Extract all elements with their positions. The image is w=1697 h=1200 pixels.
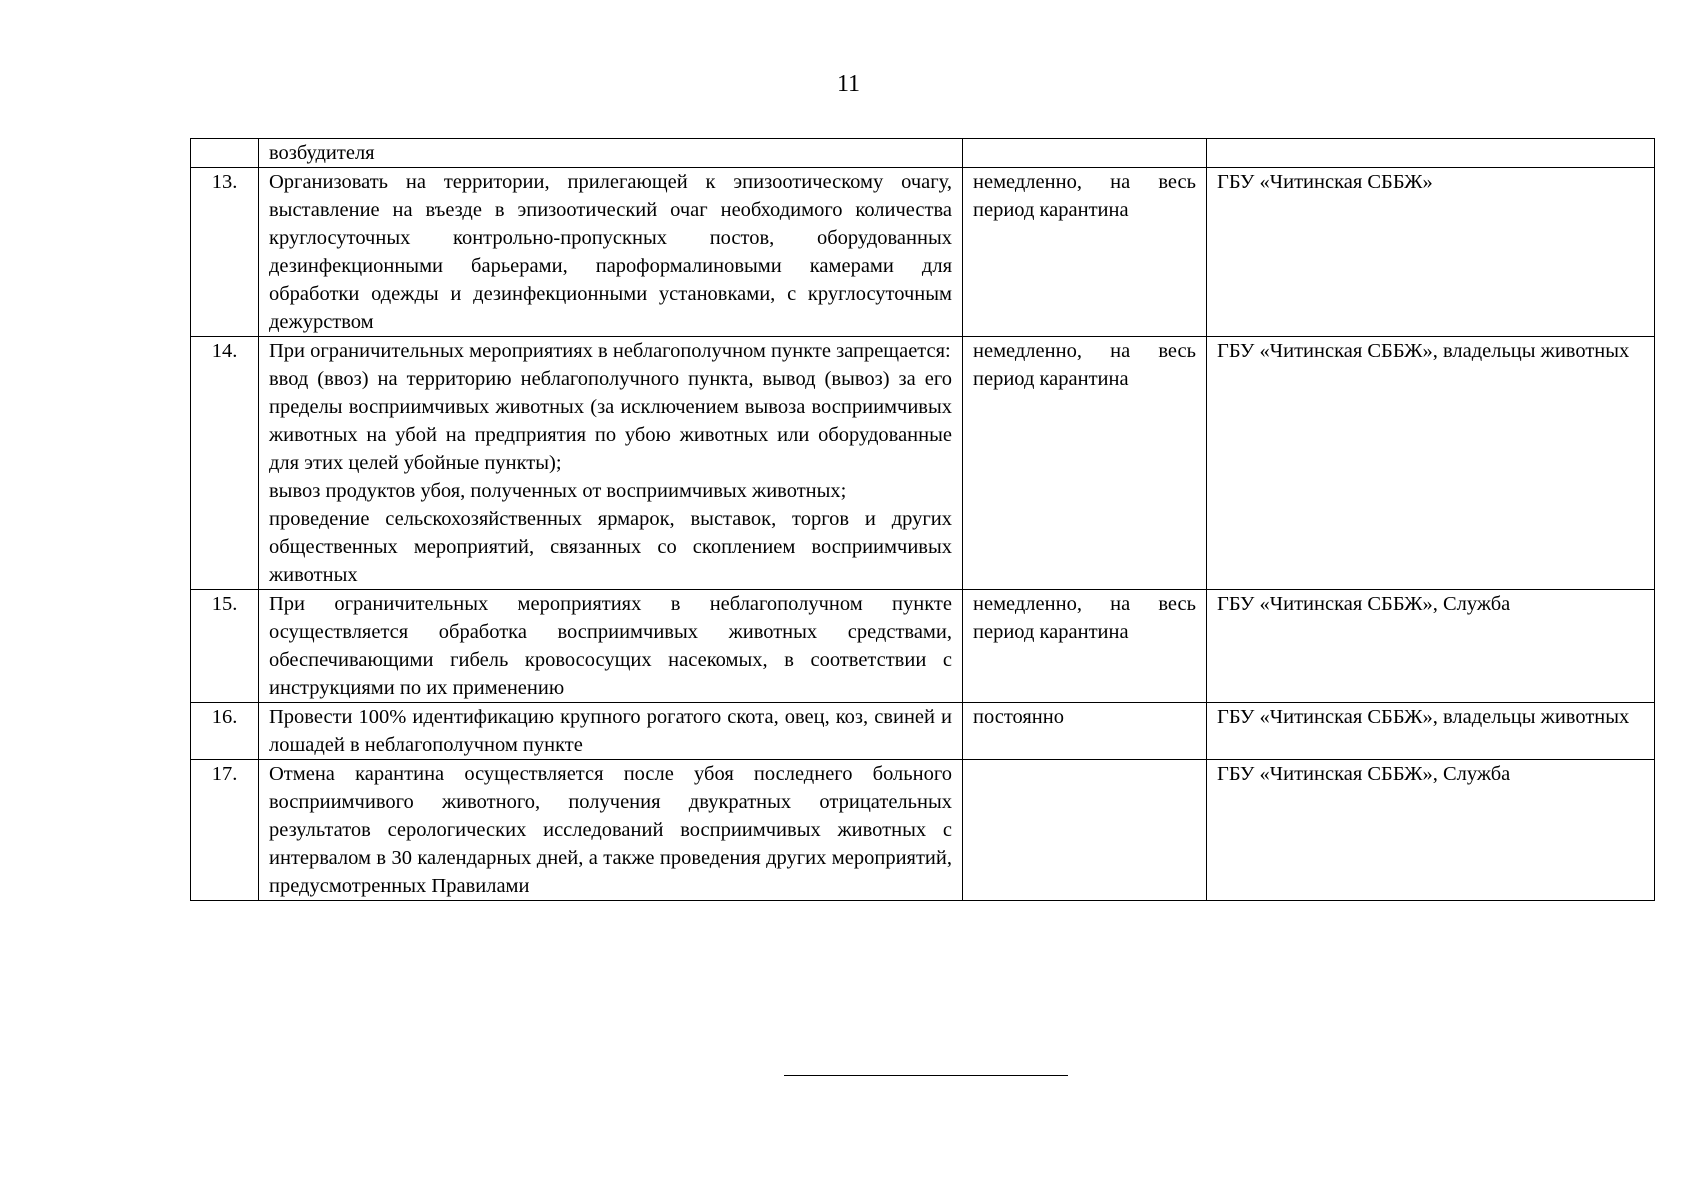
description-paragraph: При ограничительных мероприятиях в неблагополучном пункте запрещается: [269, 340, 951, 362]
measure-responsible: ГБУ «Читинская СББЖ», владельцы животных [1207, 337, 1655, 590]
measures-table [190, 138, 1655, 901]
measure-description [259, 337, 963, 590]
measure-term: постоянно [963, 703, 1207, 760]
end-of-document-line [784, 1075, 1068, 1076]
table-row [191, 139, 1655, 168]
measure-description [259, 168, 963, 337]
table-row [191, 760, 1655, 901]
measure-responsible: ГБУ «Читинская СББЖ», Служба [1207, 760, 1655, 901]
row-number: 14. [191, 337, 259, 590]
measure-responsible: ГБУ «Читинская СББЖ», владельцы животных [1207, 703, 1655, 760]
measure-term [963, 760, 1207, 901]
description-paragraph: При ограничительных мероприятиях в неблагополучном пункте осуществляется обработка восприимчивых животных средствами, обеспечивающими гибель кровососущих насекомых, в соответствии с инструкциями по их применению [269, 593, 952, 699]
page-number: 11 [836, 71, 861, 97]
row-number: 16. [191, 703, 259, 760]
measure-description [259, 760, 963, 901]
measure-responsible [1207, 139, 1655, 168]
row-number [191, 139, 259, 168]
table-row [191, 590, 1655, 703]
row-number: 17. [191, 760, 259, 901]
measure-term: немедленно, на весь период карантина [963, 168, 1207, 337]
description-paragraph: Организовать на территории, прилегающей к эпизоотическому очагу, выставление на въезде в эпизоотический очаг необходимого количества круглосуточных контрольно-пропускных постов, оборудованных дезинфекционными барьерами, пароформалиновыми камерами для обработки одежды и дезинфекционными установками, с круглосуточным дежурством [269, 171, 952, 333]
description-paragraph: проведение сельскохозяйственных ярмарок, выставок, торгов и других общественных мероприятий, связанных со скоплением восприимчивых животных [269, 508, 952, 586]
measure-responsible: ГБУ «Читинская СББЖ» [1207, 168, 1655, 337]
measure-term: немедленно, на весь период карантина [963, 337, 1207, 590]
description-paragraph: вывоз продуктов убоя, полученных от восприимчивых животных; [269, 480, 847, 502]
measure-term [963, 139, 1207, 168]
description-paragraph: Отмена карантина осуществляется после убоя последнего больного восприимчивого животного, получения двукратных отрицательных результатов серологических исследований восприимчивых животных с интервалом в 30 календарных дней, а также проведения других мероприятий, предусмотренных Правилами [269, 763, 952, 897]
description-paragraph: возбудителя [269, 142, 375, 164]
measure-description [259, 139, 963, 168]
measure-description [259, 590, 963, 703]
row-number: 13. [191, 168, 259, 337]
table-row [191, 337, 1655, 590]
table-row [191, 168, 1655, 337]
row-number: 15. [191, 590, 259, 703]
measure-responsible: ГБУ «Читинская СББЖ», Служба [1207, 590, 1655, 703]
description-paragraph: ввод (ввоз) на территорию неблагополучного пункта, вывод (вывоз) за его пределы восприимчивых животных (за исключением вывоза восприимчивых животных на убой на предприятия по убою животных или оборудованные для этих целей убойные пункты); [269, 368, 952, 474]
description-paragraph: Провести 100% идентификацию крупного рогатого скота, овец, коз, свиней и лошадей в неблагополучном пункте [269, 706, 952, 756]
measure-description [259, 703, 963, 760]
measure-term: немедленно, на весь период карантина [963, 590, 1207, 703]
table-row [191, 703, 1655, 760]
